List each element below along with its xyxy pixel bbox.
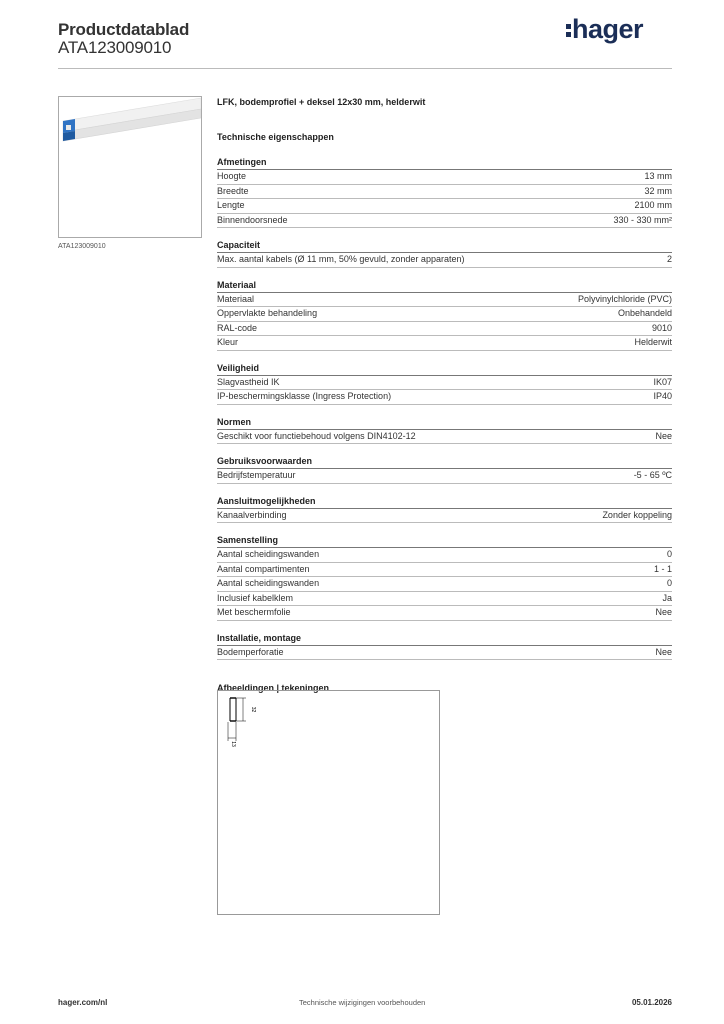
spec-section: [217, 157, 672, 228]
spec-value: Zonder koppeling: [602, 509, 672, 520]
spec-label: Geschikt voor functiebehoud volgens DIN4102-12: [217, 430, 416, 441]
spec-row: [217, 336, 672, 351]
spec-row: [217, 253, 672, 268]
spec-sections: [217, 157, 672, 660]
spec-section: [217, 633, 672, 661]
spec-label: Kanaalverbinding: [217, 509, 287, 520]
spec-label: Kleur: [217, 337, 239, 347]
footer-date: 05.01.2026: [631, 998, 672, 1007]
section-heading: Materiaal: [217, 280, 672, 293]
spec-label: Hoogte: [217, 171, 247, 181]
footer-disclaimer: Technische wijzigingen voorbehouden: [299, 998, 426, 1007]
technical-drawing: [217, 690, 440, 915]
logo-dots-icon: [566, 21, 571, 40]
spec-value: Polyvinylchloride (PVC): [577, 293, 672, 304]
spec-label: Binnendoorsnede: [217, 214, 288, 225]
spec-row: [217, 376, 672, 391]
spec-section: [217, 496, 672, 524]
section-heading: Aansluitmogelijkheden: [217, 496, 672, 509]
spec-label: RAL-code: [217, 322, 258, 333]
spec-value: 2: [666, 254, 672, 264]
cross-section-drawing: [218, 691, 439, 914]
spec-row: [217, 548, 672, 563]
spec-row: [217, 430, 672, 445]
spec-value: IP40: [653, 391, 672, 401]
spec-value: Helderwit: [634, 337, 672, 347]
spec-value: 330 - 330 mm²: [613, 214, 672, 225]
spec-row: [217, 563, 672, 578]
spec-value: -5 - 65 ºC: [633, 470, 672, 480]
spec-label: Aantal scheidingswanden: [217, 549, 320, 559]
cable-duct-image: [59, 97, 201, 237]
hager-logo[interactable]: [566, 14, 643, 45]
spec-label: Aantal scheidingswanden: [217, 578, 320, 588]
section-heading: Installatie, montage: [217, 633, 672, 646]
spec-value: 0: [666, 549, 672, 559]
spec-row: [217, 646, 672, 661]
spec-row: [217, 322, 672, 337]
spec-label: Met beschermfolie: [217, 607, 291, 617]
spec-value: Nee: [655, 607, 672, 617]
spec-row: [217, 577, 672, 592]
product-image: [58, 96, 202, 238]
spec-value: IK07: [653, 376, 672, 387]
spec-label: Inclusief kabelklem: [217, 592, 294, 603]
spec-section: [217, 417, 672, 445]
spec-row: [217, 469, 672, 484]
dim-width-label: 32: [250, 706, 256, 713]
section-heading: Gebruiksvoorwaarden: [217, 456, 672, 469]
spec-label: Breedte: [217, 185, 249, 196]
spec-section: [217, 280, 672, 351]
spec-label: Materiaal: [217, 293, 255, 304]
spec-label: Max. aantal kabels (Ø 11 mm, 50% gevuld, zonder apparaten): [217, 254, 465, 264]
product-description: LFK, bodemprofiel + deksel 12x30 mm, helderwit: [217, 97, 426, 107]
spec-label: Slagvastheid IK: [217, 376, 280, 387]
section-heading: Afmetingen: [217, 157, 672, 170]
spec-row: [217, 307, 672, 322]
spec-section: [217, 535, 672, 621]
spec-row: [217, 509, 672, 524]
spec-value: 2100 mm: [634, 200, 672, 210]
spec-row: [217, 185, 672, 200]
spec-label: Lengte: [217, 200, 245, 210]
technical-properties-heading: Technische eigenschappen: [217, 132, 334, 142]
section-heading: Veiligheid: [217, 363, 672, 376]
spec-label: Aantal compartimenten: [217, 563, 310, 574]
section-heading: Normen: [217, 417, 672, 430]
document-title: Productdatablad: [58, 20, 190, 39]
header-divider: [58, 68, 672, 69]
logo-text: hager: [572, 14, 644, 44]
spec-value: 32 mm: [644, 185, 672, 196]
dim-height-label: 13: [230, 741, 236, 747]
spec-value: Onbehandeld: [617, 308, 672, 318]
spec-content: [217, 96, 672, 694]
spec-value: 0: [666, 578, 672, 588]
section-heading: Samenstelling: [217, 535, 672, 548]
image-caption: ATA123009010: [58, 243, 106, 250]
spec-row: [217, 293, 672, 308]
spec-row: [217, 214, 672, 229]
spec-label: IP-beschermingsklasse (Ingress Protection): [217, 391, 392, 401]
spec-row: [217, 592, 672, 607]
spec-section: [217, 456, 672, 484]
spec-value: 1 - 1: [653, 563, 672, 574]
spec-section: [217, 240, 672, 268]
spec-value: Nee: [655, 430, 672, 441]
spec-label: Oppervlakte behandeling: [217, 308, 318, 318]
drawings-heading: Afbeeldingen | tekeningen: [217, 683, 330, 693]
spec-value: 13 mm: [644, 171, 672, 181]
spec-value: 9010: [651, 322, 672, 333]
spec-row: [217, 199, 672, 214]
spec-value: Nee: [655, 646, 672, 657]
section-heading: Capaciteit: [217, 240, 672, 253]
spec-value: Ja: [662, 592, 672, 603]
spec-label: Bodemperforatie: [217, 646, 284, 657]
spec-section: [217, 363, 672, 405]
footer-website-link[interactable]: hager.com/nl: [58, 998, 108, 1007]
article-number: ATA123009010: [58, 38, 172, 57]
spec-row: [217, 390, 672, 405]
spec-label: Bedrijfstemperatuur: [217, 470, 296, 480]
spec-row: [217, 170, 672, 185]
spec-row: [217, 606, 672, 621]
